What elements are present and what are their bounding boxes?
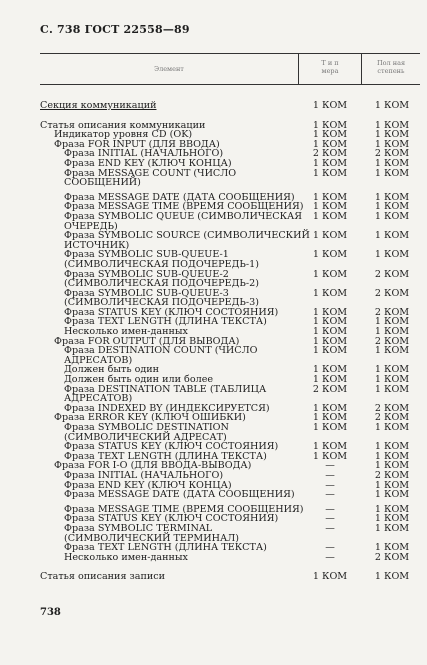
row-label: Фраза INITIAL (НАЧАЛЬНОГО) xyxy=(64,469,224,481)
table-row xyxy=(40,572,420,582)
row-type-value: 1 КОМ xyxy=(312,422,348,433)
row-full-value: 1 КОМ xyxy=(374,542,410,554)
row-full-value: 1 КОМ xyxy=(374,364,410,376)
row-full-value: 1 КОМ xyxy=(374,191,410,203)
table-row xyxy=(40,553,420,563)
row-label: Фраза TEXT LENGTH (ДЛИНА ТЕКСТА) xyxy=(64,450,267,462)
row-full-value: 1 КОМ xyxy=(374,489,410,501)
table-row xyxy=(40,490,420,500)
row-full-value: 2 КОМ xyxy=(374,306,410,318)
row-full-value: 1 КОМ xyxy=(374,345,410,357)
header-col-element: Элемент xyxy=(154,65,184,73)
row-full-value: 2 КОМ xyxy=(374,335,410,347)
page-header: С. 738 ГОСТ 22558—89 xyxy=(40,23,190,36)
page-number: 738 xyxy=(40,607,61,618)
table-body xyxy=(40,91,420,582)
row-type-value: 1 КОМ xyxy=(312,335,348,347)
row-full-value: 1 КОМ xyxy=(374,138,410,150)
row-label: Фраза FOR OUTPUT (ДЛЯ ВЫВОДА) xyxy=(54,335,240,347)
row-type-value: 1 КОМ xyxy=(312,364,348,376)
row-label: Фраза DESTINATION COUNT (ЧИСЛО АДРЕСАТОВ) xyxy=(64,345,261,366)
table-row xyxy=(40,524,420,543)
row-type-value: — xyxy=(325,542,335,554)
row-full-value: 1 КОМ xyxy=(374,129,410,141)
row-full-value: 1 КОМ xyxy=(374,374,410,386)
row-type-value: 1 КОМ xyxy=(312,119,348,131)
row-label: Фраза SYMBOLIC SOURCE (СИМВОЛИЧЕСКИЙ ИСТОЧНИК) xyxy=(64,230,313,251)
header-divider-1 xyxy=(298,54,299,84)
row-type-value: 1 КОМ xyxy=(312,571,348,583)
row-full-value: 1 КОМ xyxy=(374,249,410,261)
row-full-value: 1 КОМ xyxy=(374,157,410,169)
row-full-value: 1 КОМ xyxy=(374,503,410,515)
row-type-value: 1 КОМ xyxy=(312,412,348,424)
row-full-value: 1 КОМ xyxy=(374,326,410,338)
row-label: Фраза FOR INPUT (ДЛЯ ВВОДА) xyxy=(54,138,220,150)
row-label: Фраза ERROR KEY (КЛЮЧ ОШИБКИ) xyxy=(54,412,246,424)
row-full-value: 1 КОМ xyxy=(374,316,410,328)
row-full-value: 1 КОМ xyxy=(374,450,410,462)
row-type-value: 1 КОМ xyxy=(312,345,348,357)
row-type-value: — xyxy=(325,551,335,563)
row-label: Фраза INDEXED BY (ИНДЕКСИРУЕТСЯ) xyxy=(64,402,270,414)
row-full-value: 2 КОМ xyxy=(374,287,410,299)
row-full-value: 2 КОМ xyxy=(374,412,410,424)
row-type-value: 1 КОМ xyxy=(312,201,348,213)
row-label: Фраза SYMBOLIC SUB-QUEUE-2 (СИМВОЛИЧЕСКАЯ ПОДОЧЕРЕДЬ-2) xyxy=(64,268,259,290)
row-type-value: — xyxy=(325,513,335,525)
header-col-type: Т и п мера xyxy=(321,59,339,75)
row-type-value: — xyxy=(325,503,335,515)
row-label: Фраза SYMBOLIC QUEUE (СИМВОЛИЧЕСКАЯ ОЧЕРЕДЬ) xyxy=(64,210,306,232)
table-row xyxy=(40,385,420,404)
row-label: Фраза MESSAGE COUNT (ЧИСЛО СООБЩЕНИЙ) xyxy=(64,167,240,189)
row-type-value: 1 КОМ xyxy=(312,326,348,338)
row-label: Фраза DESTINATION TABLE (ТАБЛИЦА АДРЕСАТОВ) xyxy=(64,383,270,405)
row-label: Статья описания коммуникации xyxy=(40,119,206,131)
table-row xyxy=(40,231,420,250)
row-label: Фраза MESSAGE TIME (ВРЕМЯ СООБЩЕНИЯ) xyxy=(64,503,304,515)
row-type-value: 2 КОМ xyxy=(312,148,348,160)
row-type-value: 1 КОМ xyxy=(312,441,348,453)
row-type-value: 1 КОМ xyxy=(312,230,348,242)
row-full-value: 2 КОМ xyxy=(374,148,410,160)
row-label: Индикатор уровня CD (OK) xyxy=(54,129,193,141)
row-full-value: 1 КОМ xyxy=(374,522,410,534)
table-header xyxy=(40,53,420,85)
row-full-value: 1 КОМ xyxy=(374,422,410,433)
row-label: Фраза FOR I-O (ДЛЯ ВВОДА-ВЫВОДА) xyxy=(54,460,252,472)
row-type-value: 1 КОМ xyxy=(312,129,348,141)
row-type-value: 1 КОМ xyxy=(312,287,348,299)
row-type-value: — xyxy=(325,522,335,534)
table-row xyxy=(40,289,420,308)
row-type-value: 1 КОМ xyxy=(312,100,348,111)
row-label: Несколько имен-данных xyxy=(64,326,188,338)
row-type-value: 1 КОМ xyxy=(312,138,348,150)
row-type-value: — xyxy=(325,479,335,491)
row-full-value: 1 КОМ xyxy=(374,513,410,525)
header-col-full: Пол ная степень xyxy=(376,59,406,75)
row-full-value: 1 КОМ xyxy=(374,460,410,472)
row-full-value: 1 КОМ xyxy=(374,100,410,111)
row-label: Фраза SYMBOLIC DESTINATION (СИМВОЛИЧЕСКИЙ АДРЕСАТ) xyxy=(64,422,232,443)
row-label: Несколько имен-данных xyxy=(64,551,188,563)
table-row xyxy=(40,346,420,365)
table-row xyxy=(40,212,420,231)
row-full-value: 2 КОМ xyxy=(374,551,410,563)
row-type-value: 1 КОМ xyxy=(312,402,348,414)
row-type-value: 1 КОМ xyxy=(312,167,348,179)
row-label: Фраза MESSAGE DATE (ДАТА СООБЩЕНИЯ) xyxy=(64,489,295,501)
row-label: Фраза TEXT LENGTH (ДЛИНА ТЕКСТА) xyxy=(64,542,267,554)
row-type-value: 1 КОМ xyxy=(312,191,348,203)
table-row xyxy=(40,101,420,111)
row-label: Фраза STATUS KEY (КЛЮЧ СОСТОЯНИЯ) xyxy=(64,306,279,318)
row-full-value: 1 КОМ xyxy=(374,201,410,213)
row-label: Фраза SYMBOLIC SUB-QUEUE-3 (СИМВОЛИЧЕСКАЯ ПОДОЧЕРЕДЬ-3) xyxy=(64,287,259,309)
table-row xyxy=(40,423,420,442)
table-row xyxy=(40,169,420,188)
row-type-value: — xyxy=(325,469,335,481)
row-type-value: 1 КОМ xyxy=(312,374,348,386)
row-label: Фраза END KEY (КЛЮЧ КОНЦА) xyxy=(64,157,232,169)
row-label: Фраза STATUS KEY (КЛЮЧ СОСТОЯНИЯ) xyxy=(64,441,279,453)
row-type-value: 2 КОМ xyxy=(312,383,348,395)
table-row xyxy=(40,270,420,289)
row-type-value: 1 КОМ xyxy=(312,450,348,462)
row-type-value: — xyxy=(325,489,335,501)
row-type-value: 1 КОМ xyxy=(312,306,348,318)
row-type-value: 1 КОМ xyxy=(312,157,348,169)
row-full-value: 1 КОМ xyxy=(374,571,410,583)
row-label: Статья описания записи xyxy=(40,571,166,583)
row-type-value: 1 КОМ xyxy=(312,268,348,280)
row-label: Секция коммуникаций xyxy=(40,100,157,111)
row-full-value: 2 КОМ xyxy=(374,402,410,414)
row-full-value: 2 КОМ xyxy=(374,469,410,481)
row-full-value: 1 КОМ xyxy=(374,479,410,491)
row-type-value: 1 КОМ xyxy=(312,210,348,222)
row-type-value: 1 КОМ xyxy=(312,316,348,328)
row-label: Фраза SYMBOLIC SUB-QUEUE-1 (СИМВОЛИЧЕСКАЯ ПОДОЧЕРЕДЬ-1) xyxy=(64,249,259,270)
row-label: Должен быть один xyxy=(64,364,160,376)
table-row xyxy=(40,250,420,269)
row-label: Фраза END KEY (КЛЮЧ КОНЦА) xyxy=(64,479,232,491)
row-full-value: 1 КОМ xyxy=(374,119,410,131)
row-label: Должен быть один или более xyxy=(64,374,214,386)
row-full-value: 1 КОМ xyxy=(374,383,410,395)
row-label: Фраза MESSAGE DATE (ДАТА СООБЩЕНИЯ) xyxy=(64,191,295,203)
row-label: Фраза SYMBOLIC TERMINAL (СИМВОЛИЧЕСКИЙ ТЕРМИНАЛ) xyxy=(64,522,239,544)
row-full-value: 1 КОМ xyxy=(374,167,410,179)
row-full-value: 1 КОМ xyxy=(374,230,410,242)
row-full-value: 1 КОМ xyxy=(374,441,410,453)
row-label: Фраза MESSAGE TIME (ВРЕМЯ СООБЩЕНИЯ) xyxy=(64,201,304,213)
row-label: Фраза STATUS KEY (КЛЮЧ СОСТОЯНИЯ) xyxy=(64,513,279,525)
row-label: Фраза TEXT LENGTH (ДЛИНА ТЕКСТА) xyxy=(64,316,267,328)
row-full-value: 2 КОМ xyxy=(374,268,410,280)
row-label: Фраза INITIAL (НАЧАЛЬНОГО) xyxy=(64,148,224,160)
row-type-value: 1 КОМ xyxy=(312,249,348,261)
row-full-value: 1 КОМ xyxy=(374,210,410,222)
row-type-value: — xyxy=(325,460,335,472)
